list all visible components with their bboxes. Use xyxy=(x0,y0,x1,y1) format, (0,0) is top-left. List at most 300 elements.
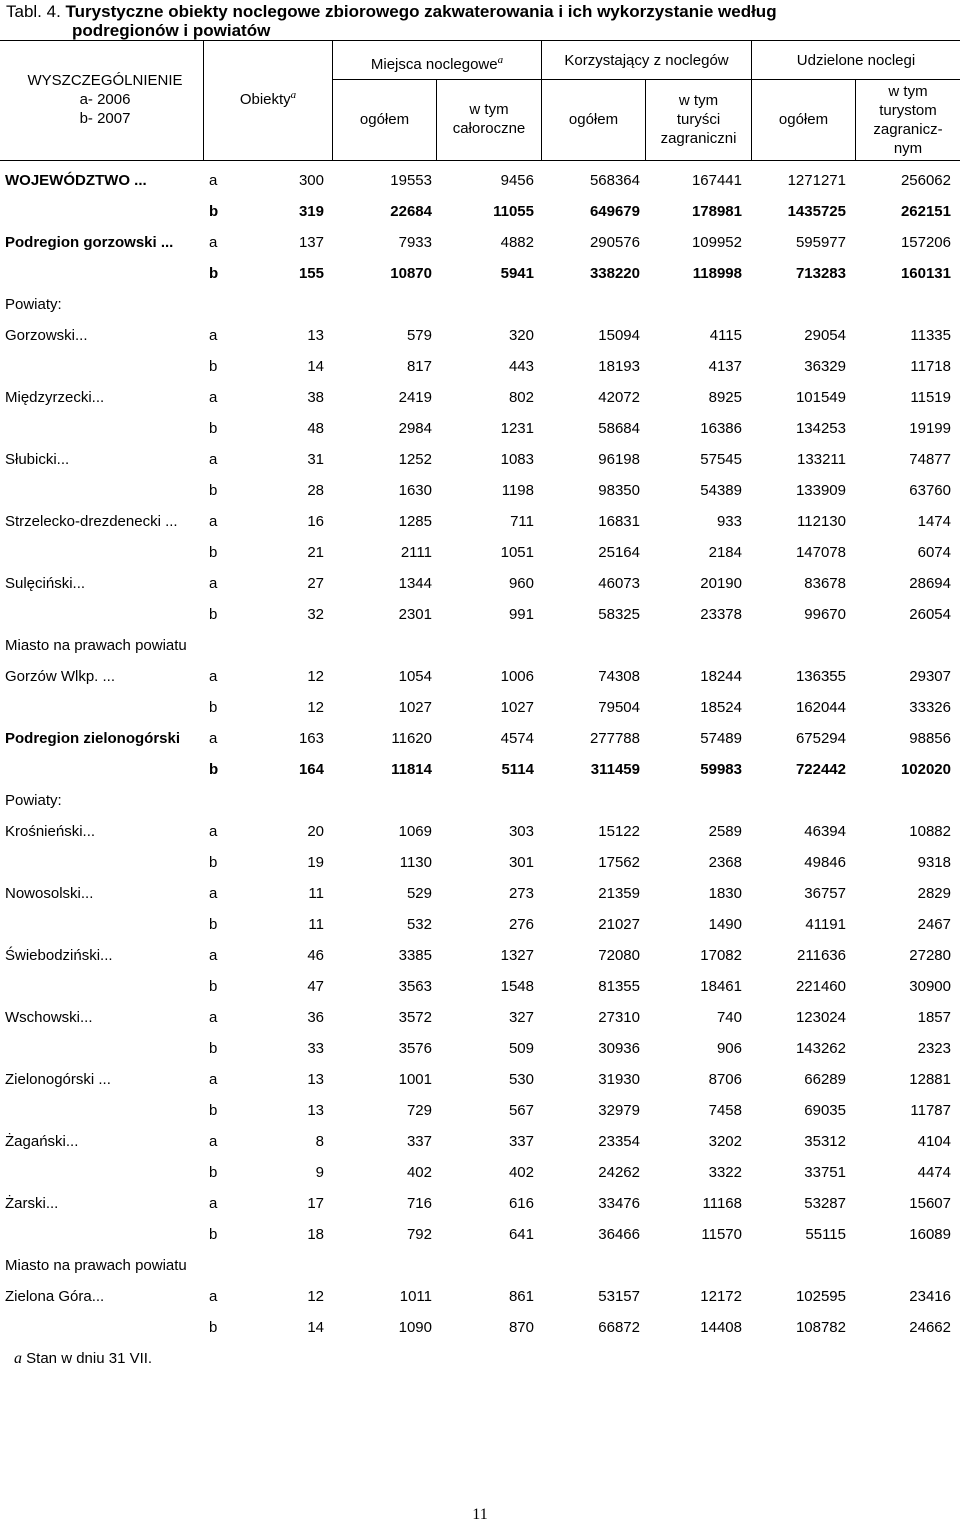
table-cell: 49846 xyxy=(804,854,846,871)
table-cell: 1130 xyxy=(399,854,432,871)
row-label: Strzelecko-drezdenecki ... xyxy=(5,513,178,530)
table-row xyxy=(0,1065,960,1096)
table-cell: 933 xyxy=(716,513,742,530)
table-cell: 162044 xyxy=(795,699,846,716)
table-cell: 46073 xyxy=(598,575,640,592)
row-year-marker: a xyxy=(209,1071,218,1088)
table-cell: 3385 xyxy=(398,947,432,964)
table-cell: 2984 xyxy=(398,420,432,437)
table-cell: 300 xyxy=(298,172,324,189)
table-cell: 1027 xyxy=(500,699,534,716)
table-cell: 55115 xyxy=(805,1226,846,1243)
table-row xyxy=(0,1189,960,1220)
table-cell: 20190 xyxy=(700,575,742,592)
page-number: 11 xyxy=(472,1506,488,1523)
table-cell: 711 xyxy=(510,513,534,530)
row-year-marker: b xyxy=(209,358,218,375)
table-cell: 276 xyxy=(508,916,534,933)
table-cell: 133909 xyxy=(795,482,846,499)
row-year-marker: b xyxy=(209,854,218,871)
table-row xyxy=(0,569,960,600)
table-cell: 616 xyxy=(508,1195,534,1212)
row-label: Słubicki... xyxy=(5,451,70,468)
table-row xyxy=(0,1003,960,1034)
table-cell: 36757 xyxy=(804,885,846,902)
row-year-marker: a xyxy=(209,234,218,251)
table-cell: 74308 xyxy=(598,668,640,685)
table-cell: 33 xyxy=(307,1040,324,1057)
table-cell: 262151 xyxy=(900,203,951,220)
table-row xyxy=(0,1251,960,1282)
table-cell: 3576 xyxy=(398,1040,432,1057)
table-cell: 327 xyxy=(508,1009,534,1026)
table-cell: 529 xyxy=(406,885,432,902)
table-cell: 675294 xyxy=(795,730,846,747)
table-cell: 861 xyxy=(508,1288,534,1305)
row-label: Miasto na prawach powiatu xyxy=(5,1257,187,1274)
table-cell: 722442 xyxy=(795,761,846,778)
table-cell: 277788 xyxy=(589,730,640,747)
table-cell: 713283 xyxy=(795,265,846,282)
table-cell: 870 xyxy=(508,1319,534,1336)
table-cell: 133211 xyxy=(797,451,846,468)
table-cell: 30936 xyxy=(598,1040,640,1057)
table-cell: 18461 xyxy=(700,978,742,995)
row-label: Powiaty: xyxy=(5,296,62,313)
table-cell: 42072 xyxy=(598,389,640,406)
table-cell: 24262 xyxy=(598,1164,640,1181)
table-cell: 211636 xyxy=(797,947,846,964)
table-cell: 16386 xyxy=(700,420,742,437)
table-cell: 11168 xyxy=(702,1195,742,1212)
table-cell: 1027 xyxy=(398,699,432,716)
table-cell: 23416 xyxy=(909,1288,951,1305)
row-label: Krośnieński... xyxy=(5,823,96,840)
table-row xyxy=(0,383,960,414)
table-cell: 98350 xyxy=(598,482,640,499)
table-cell: 18244 xyxy=(700,668,742,685)
table-cell: 36466 xyxy=(598,1226,640,1243)
row-year-marker: a xyxy=(209,1009,218,1026)
table-cell: 9456 xyxy=(500,172,534,189)
table-cell: 3572 xyxy=(398,1009,432,1026)
table-cell: 12 xyxy=(307,1288,324,1305)
row-year-marker: a xyxy=(209,1195,218,1212)
table-cell: 1285 xyxy=(398,513,432,530)
table-row xyxy=(0,1282,960,1313)
table-cell: 46 xyxy=(307,947,324,964)
table-cell: 18 xyxy=(307,1226,324,1243)
table-cell: 11335 xyxy=(910,327,951,344)
table-cell: 1054 xyxy=(398,668,432,685)
table-cell: 1344 xyxy=(398,575,432,592)
table-cell: 16089 xyxy=(909,1226,951,1243)
table-cell: 19553 xyxy=(390,172,432,189)
table-cell: 303 xyxy=(508,823,534,840)
table-cell: 41191 xyxy=(805,916,846,933)
table-cell: 58684 xyxy=(598,420,640,437)
table-cell: 4104 xyxy=(917,1133,951,1150)
table-cell: 167441 xyxy=(691,172,742,189)
table-row xyxy=(0,476,960,507)
table-row xyxy=(0,290,960,321)
row-label: Żarski... xyxy=(5,1195,59,1212)
table-row xyxy=(0,1158,960,1189)
table-cell: 112130 xyxy=(797,513,846,530)
row-year-marker: b xyxy=(209,699,218,716)
row-year-marker: b xyxy=(209,1319,218,1336)
header-turystom: w tym turystom zagranicz- nym xyxy=(873,83,943,157)
table-row xyxy=(0,631,960,662)
row-year-marker: b xyxy=(209,761,219,778)
table-cell: 1069 xyxy=(398,823,432,840)
table-cell: 29307 xyxy=(909,668,951,685)
table-cell: 530 xyxy=(508,1071,534,1088)
table-row xyxy=(0,1313,960,1344)
table-cell: 66289 xyxy=(804,1071,846,1088)
table-cell: 7458 xyxy=(708,1102,742,1119)
table-cell: 17 xyxy=(307,1195,324,1212)
row-year-marker: a xyxy=(209,885,218,902)
table-cell: 11570 xyxy=(701,1226,742,1243)
table-cell: 36 xyxy=(307,1009,324,1026)
table-cell: 4115 xyxy=(709,327,742,344)
table-cell: 11787 xyxy=(910,1102,951,1119)
table-row xyxy=(0,662,960,693)
table-cell: 273 xyxy=(508,885,534,902)
table-cell: 15094 xyxy=(598,327,640,344)
table-cell: 9 xyxy=(315,1164,324,1181)
table-cell: 23378 xyxy=(700,606,742,623)
table-cell: 10870 xyxy=(390,265,432,282)
table-cell: 1083 xyxy=(500,451,534,468)
table-cell: 991 xyxy=(508,606,534,623)
table-cell: 57545 xyxy=(700,451,742,468)
table-cell: 740 xyxy=(716,1009,742,1026)
table-cell: 1271271 xyxy=(787,172,846,189)
table-cell: 1630 xyxy=(398,482,432,499)
table-cell: 2184 xyxy=(708,544,742,561)
table-cell: 960 xyxy=(508,575,534,592)
table-cell: 5941 xyxy=(500,265,534,282)
table-cell: 20 xyxy=(307,823,324,840)
row-year-marker: a xyxy=(209,1133,218,1150)
table-cell: 160131 xyxy=(900,265,951,282)
table-cell: 1474 xyxy=(917,513,951,530)
row-label: WOJEWÓDZTWO ... xyxy=(5,172,147,189)
table-cell: 320 xyxy=(508,327,534,344)
table-cell: 53157 xyxy=(598,1288,640,1305)
table-cell: 1857 xyxy=(917,1009,951,1026)
table-row xyxy=(0,445,960,476)
header-obiekty: Obiekty$^a$ xyxy=(239,89,297,108)
table-cell: 16831 xyxy=(598,513,640,530)
table-row xyxy=(0,1034,960,1065)
table-cell: 83678 xyxy=(804,575,846,592)
table-cell: 98856 xyxy=(909,730,951,747)
table-title-line2: podregionów i powiatów xyxy=(72,21,271,40)
table-row xyxy=(0,259,960,290)
table-cell: 22684 xyxy=(390,203,432,220)
table-row xyxy=(0,166,960,197)
table-cell: 509 xyxy=(508,1040,534,1057)
row-year-marker: a xyxy=(209,172,218,189)
table-cell: 1548 xyxy=(500,978,534,995)
header-turysci: w tym turyści zagraniczni xyxy=(660,92,737,147)
table-cell: 11718 xyxy=(910,358,951,375)
table-cell: 18193 xyxy=(598,358,640,375)
row-label: Podregion zielonogórski xyxy=(5,730,181,747)
table-cell: 729 xyxy=(406,1102,432,1119)
header-udzielone: Udzielone noclegi xyxy=(796,52,916,69)
row-year-marker: b xyxy=(209,606,218,623)
row-year-marker: b xyxy=(209,1164,218,1181)
table-cell: 567 xyxy=(508,1102,534,1119)
row-year-marker: b xyxy=(209,916,218,933)
table-row xyxy=(0,507,960,538)
table-cell: 532 xyxy=(406,916,432,933)
table-cell: 18524 xyxy=(700,699,742,716)
table-cell: 402 xyxy=(406,1164,432,1181)
table-cell: 99670 xyxy=(804,606,846,623)
header-bottom-rule xyxy=(0,160,960,161)
table-cell: 24662 xyxy=(909,1319,951,1336)
row-year-marker: b xyxy=(209,265,219,282)
table-cell: 14408 xyxy=(700,1319,742,1336)
row-year-marker: b xyxy=(209,482,218,499)
table-row xyxy=(0,1220,960,1251)
table-cell: 8 xyxy=(315,1133,324,1150)
table-cell: 595977 xyxy=(795,234,846,251)
table-cell: 21359 xyxy=(598,885,640,902)
table-cell: 5114 xyxy=(501,761,534,778)
row-year-marker: a xyxy=(209,389,218,406)
table-cell: 12172 xyxy=(700,1288,742,1305)
table-cell: 301 xyxy=(508,854,534,871)
table-cell: 11620 xyxy=(391,730,432,747)
row-label: Międzyrzecki... xyxy=(5,389,105,406)
table-cell: 10882 xyxy=(909,823,951,840)
row-year-marker: a xyxy=(209,823,218,840)
table-row xyxy=(0,352,960,383)
table-cell: 17082 xyxy=(700,947,742,964)
header-ogolem-udzielone: ogółem xyxy=(778,111,829,128)
table-row xyxy=(0,1096,960,1127)
table-cell: 4882 xyxy=(500,234,534,251)
table-cell: 134253 xyxy=(795,420,846,437)
table-cell: 4474 xyxy=(917,1164,951,1181)
table-cell: 19199 xyxy=(909,420,951,437)
table-cell: 147078 xyxy=(795,544,846,561)
row-label: Zielona Góra... xyxy=(5,1288,105,1305)
table-cell: 2111 xyxy=(400,544,432,561)
table-cell: 136355 xyxy=(795,668,846,685)
row-year-marker: a xyxy=(209,947,218,964)
header-mid-rule xyxy=(332,79,960,80)
row-year-marker: a xyxy=(209,513,218,530)
table-cell: 13 xyxy=(307,1102,324,1119)
table-cell: 6074 xyxy=(917,544,951,561)
table-cell: 32979 xyxy=(598,1102,640,1119)
table-cell: 3563 xyxy=(398,978,432,995)
table-cell: 1051 xyxy=(500,544,534,561)
table-cell: 21 xyxy=(307,544,324,561)
table-cell: 72080 xyxy=(598,947,640,964)
header-ogolem-miejsca: ogółem xyxy=(359,111,410,128)
row-year-marker: b xyxy=(209,1040,218,1057)
row-label: Podregion gorzowski ... xyxy=(5,234,174,251)
table-cell: 46394 xyxy=(804,823,846,840)
table-cell: 256062 xyxy=(900,172,951,189)
table-row xyxy=(0,786,960,817)
table-cell: 14 xyxy=(307,1319,324,1336)
table-cell: 2589 xyxy=(708,823,742,840)
table-cell: 290576 xyxy=(589,234,640,251)
header-korzystajacy: Korzystający z noclegów xyxy=(564,52,729,69)
table-cell: 178981 xyxy=(691,203,742,220)
table-row xyxy=(0,755,960,786)
table-cell: 11814 xyxy=(391,761,432,778)
table-cell: 15122 xyxy=(598,823,640,840)
table-cell: 13 xyxy=(307,1071,324,1088)
row-label: Wschowski... xyxy=(5,1009,93,1026)
table-cell: 311459 xyxy=(590,761,640,778)
table-cell: 27280 xyxy=(909,947,951,964)
table-cell: 59983 xyxy=(700,761,742,778)
table-cell: 79504 xyxy=(598,699,640,716)
row-label: Powiaty: xyxy=(5,792,62,809)
row-year-marker: a xyxy=(209,327,218,344)
table-cell: 26054 xyxy=(909,606,951,623)
table-cell: 58325 xyxy=(598,606,640,623)
table-cell: 12 xyxy=(307,699,324,716)
table-cell: 53287 xyxy=(804,1195,846,1212)
table-cell: 1490 xyxy=(708,916,742,933)
table-cell: 38 xyxy=(307,389,324,406)
table-cell: 8706 xyxy=(708,1071,742,1088)
header-top-rule xyxy=(0,40,960,41)
table-cell: 69035 xyxy=(804,1102,846,1119)
table-cell: 54389 xyxy=(700,482,742,499)
header-ogolem-korzystajacy: ogółem xyxy=(568,111,619,128)
row-label: Zielonogórski ... xyxy=(5,1071,111,1088)
table-row xyxy=(0,693,960,724)
table-cell: 23354 xyxy=(598,1133,640,1150)
row-year-marker: b xyxy=(209,978,218,995)
table-cell: 15607 xyxy=(909,1195,951,1212)
table-cell: 1006 xyxy=(500,668,534,685)
table-cell: 402 xyxy=(508,1164,534,1181)
row-label: Gorzowski... xyxy=(5,327,88,344)
table-cell: 1327 xyxy=(500,947,534,964)
table-cell: 3202 xyxy=(708,1133,742,1150)
table-row xyxy=(0,1127,960,1158)
table-cell: 28694 xyxy=(909,575,951,592)
table-cell: 1830 xyxy=(708,885,742,902)
table-cell: 579 xyxy=(406,327,432,344)
table-cell: 716 xyxy=(406,1195,432,1212)
table-cell: 1231 xyxy=(500,420,534,437)
table-cell: 48 xyxy=(307,420,324,437)
row-year-marker: b xyxy=(209,544,218,561)
table-number: Tabl. 4. xyxy=(6,2,61,21)
row-year-marker: b xyxy=(209,203,219,220)
table-row xyxy=(0,414,960,445)
table-cell: 11 xyxy=(308,916,324,933)
table-cell: 2323 xyxy=(917,1040,951,1057)
table-cell: 2301 xyxy=(398,606,432,623)
table-cell: 27 xyxy=(307,575,324,592)
table-cell: 143262 xyxy=(795,1040,846,1057)
table-cell: 108782 xyxy=(795,1319,846,1336)
table-row xyxy=(0,817,960,848)
table-cell: 109952 xyxy=(691,234,742,251)
table-cell: 221460 xyxy=(795,978,846,995)
header-wyszczegolnienie: WYSZCZEGÓLNIENIE a- 2006 b- 2007 xyxy=(27,72,183,127)
table-cell: 1090 xyxy=(398,1319,432,1336)
table-cell: 33751 xyxy=(804,1164,846,1181)
table-cell: 2829 xyxy=(917,885,951,902)
table-cell: 3322 xyxy=(708,1164,742,1181)
table-cell: 8925 xyxy=(708,389,742,406)
table-row xyxy=(0,910,960,941)
row-year-marker: a xyxy=(209,1288,218,1305)
table-cell: 74877 xyxy=(909,451,951,468)
table-cell: 14 xyxy=(307,358,324,375)
table-cell: 31930 xyxy=(598,1071,640,1088)
table-cell: 32 xyxy=(307,606,324,623)
row-year-marker: a xyxy=(209,730,218,747)
row-label: Nowosolski... xyxy=(5,885,94,902)
table-cell: 28 xyxy=(307,482,324,499)
table-cell: 11519 xyxy=(910,389,951,406)
table-cell: 2419 xyxy=(398,389,432,406)
table-cell: 13 xyxy=(307,327,324,344)
row-year-marker: a xyxy=(209,451,218,468)
table-cell: 641 xyxy=(508,1226,534,1243)
row-year-marker: a xyxy=(209,575,218,592)
table-cell: 36329 xyxy=(804,358,846,375)
table-cell: 11 xyxy=(308,885,324,902)
table-cell: 9318 xyxy=(917,854,951,871)
table-cell: 11055 xyxy=(493,203,534,220)
header-miejsca: Miejsca noclegowe$^a$ xyxy=(370,54,504,73)
table-cell: 319 xyxy=(298,203,324,220)
table-cell: 57489 xyxy=(700,730,742,747)
row-label: Miasto na prawach powiatu xyxy=(5,637,187,654)
table-cell: 12 xyxy=(307,668,324,685)
table-row xyxy=(0,941,960,972)
row-label: Gorzów Wlkp. ... xyxy=(5,668,116,685)
table-cell: 17562 xyxy=(598,854,640,871)
table-cell: 118998 xyxy=(692,265,742,282)
table-cell: 2467 xyxy=(917,916,951,933)
row-label: Sulęciński... xyxy=(5,575,86,592)
table-row xyxy=(0,321,960,352)
table-cell: 33326 xyxy=(909,699,951,716)
table-cell: 63760 xyxy=(909,482,951,499)
table-cell: 137 xyxy=(298,234,324,251)
table-cell: 33476 xyxy=(598,1195,640,1212)
row-label: Świebodziński... xyxy=(5,947,113,964)
table-cell: 568364 xyxy=(589,172,640,189)
table-cell: 338220 xyxy=(589,265,640,282)
table-cell: 81355 xyxy=(598,978,640,995)
table-cell: 4137 xyxy=(708,358,742,375)
table-row xyxy=(0,848,960,879)
table-cell: 102020 xyxy=(900,761,951,778)
table-cell: 157206 xyxy=(900,234,951,251)
